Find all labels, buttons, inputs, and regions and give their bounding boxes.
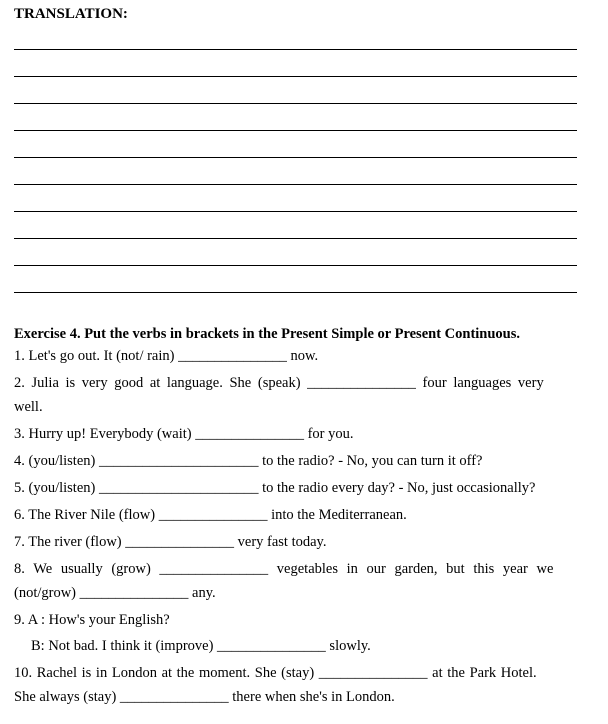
exercise-line-3: 3. Hurry up! Everybody (wait) _______________ for you.	[14, 426, 354, 442]
exercise-line-10b: She always (stay) _______________ there when she's in London.	[14, 689, 395, 705]
exercise-line-10: 10. Rachel is in London at the moment. She (stay) _______________ at the Park Hotel.	[14, 665, 537, 681]
exercise-line-8b: (not/grow) _______________ any.	[14, 585, 216, 601]
translation-line-7	[14, 211, 577, 212]
translation-title: TRANSLATION:	[14, 6, 128, 22]
translation-line-1	[14, 49, 577, 50]
translation-line-6	[14, 184, 577, 185]
exercise-line-4: 4. (you/listen) ______________________ to the radio? - No, you can turn it off?	[14, 453, 483, 469]
translation-line-4	[14, 130, 577, 131]
exercise-line-8: 8. We usually (grow) _______________ vegetables in our garden, but this year we	[14, 561, 554, 577]
translation-line-10	[14, 292, 577, 293]
exercise-line-9: 9. A : How's your English?	[14, 612, 170, 628]
exercise-line-1: 1. Let's go out. It (not/ rain) _______________ now.	[14, 348, 319, 364]
translation-line-3	[14, 103, 577, 104]
translation-line-8	[14, 238, 577, 239]
exercise-line-2b: well.	[14, 399, 43, 415]
exercise-line-2: 2. Julia is very good at language. She (speak) _______________ four languages very	[14, 375, 544, 391]
exercise-heading: Exercise 4. Put the verbs in brackets in the Present Simple or Present Continuous.	[14, 326, 521, 342]
translation-line-2	[14, 76, 577, 77]
translation-line-5	[14, 157, 577, 158]
exercise-line-5: 5. (you/listen) ______________________ to the radio every day? - No, just occasionally?	[14, 480, 536, 496]
exercise-line-9b: B: Not bad. I think it (improve) _______________ slowly.	[31, 638, 371, 654]
exercise-line-7: 7. The river (flow) _______________ very fast today.	[14, 534, 327, 550]
exercise-line-6: 6. The River Nile (flow) _______________ into the Mediterranean.	[14, 507, 407, 523]
translation-line-9	[14, 265, 577, 266]
